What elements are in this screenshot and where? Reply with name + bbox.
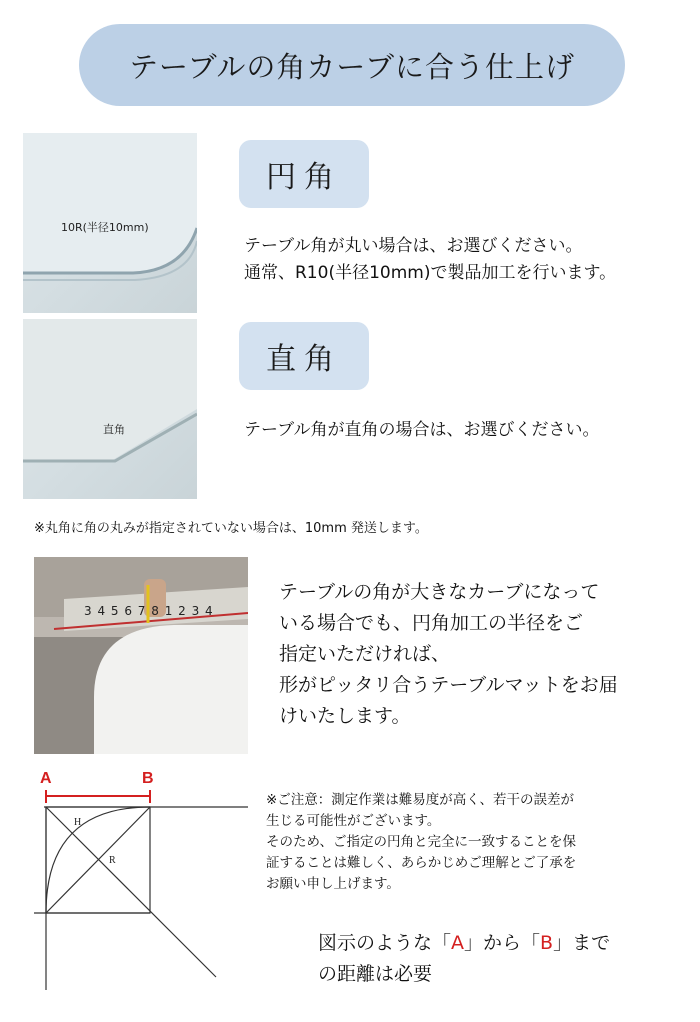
distance-note-a: A xyxy=(451,932,465,954)
measure-text-5: けいたします。 xyxy=(279,705,411,727)
label-r: R xyxy=(109,855,116,866)
square-corner-photo xyxy=(23,319,197,499)
caution-line-2: 生じる可能性がございます。 xyxy=(266,813,441,829)
square-photo-label: 直角 xyxy=(103,423,125,436)
diagonal-line xyxy=(46,807,216,977)
square-description: テーブル角が直角の場合は、お選びください。 xyxy=(244,420,600,440)
label-a: A xyxy=(40,770,52,787)
label-b: B xyxy=(142,770,154,787)
square-corner-illustration xyxy=(23,319,197,499)
caution-line-5: お願い申し上げます。 xyxy=(266,876,400,892)
distance-note-line-2: の距離は必要 xyxy=(318,963,433,985)
round-heading-text: 円角 xyxy=(266,160,342,195)
caution-line-1: ※ご注意：測定作業は難易度が高く、若干の誤差が xyxy=(266,792,575,808)
ruler-numbers: 3 4 5 6 7 8 1 2 3 4 xyxy=(84,604,214,618)
square-heading-text: 直角 xyxy=(266,342,342,377)
square-corner-heading xyxy=(239,322,369,390)
distance-note-post: 」まで xyxy=(553,932,611,954)
round-photo-label: 10R(半径10mm) xyxy=(61,221,149,234)
measure-text-1: テーブルの角が大きなカーブになって xyxy=(279,581,600,603)
measure-text-2: いる場合でも、円角加工の半径をご xyxy=(279,612,584,634)
measure-text-3: 指定いただければ、 xyxy=(279,643,451,665)
radius-diagram xyxy=(34,765,262,995)
measuring-photo xyxy=(34,557,248,754)
distance-note-pre: 図示のような「 xyxy=(318,932,452,954)
measuring-illustration xyxy=(34,557,248,754)
default-radius-note: ※丸角に角の丸みが指定されていない場合は、10mm 発送します。 xyxy=(34,521,428,536)
round-description-2: 通常、R10(半径10mm)で製品加工を行います。 xyxy=(244,263,617,283)
measure-text-4: 形がピッタリ合うテーブルマットをお届 xyxy=(279,674,618,696)
distance-note-b: B xyxy=(540,932,554,954)
distance-note-line-1 xyxy=(318,928,610,958)
distance-note-mid: 」から「 xyxy=(464,932,541,954)
round-corner-heading xyxy=(239,140,369,208)
round-description-1: テーブル角が丸い場合は、お選びください。 xyxy=(244,236,583,256)
round-corner-photo xyxy=(23,133,197,313)
page-title-banner xyxy=(79,24,625,106)
page-title: テーブルの角カーブに合う仕上げ xyxy=(129,49,575,84)
caution-line-4: 証することは難しく、あらかじめご理解とご了承を xyxy=(266,855,577,871)
caution-line-3: そのため、ご指定の円角と完全に一致することを保 xyxy=(266,834,576,850)
label-h: H xyxy=(74,817,82,828)
